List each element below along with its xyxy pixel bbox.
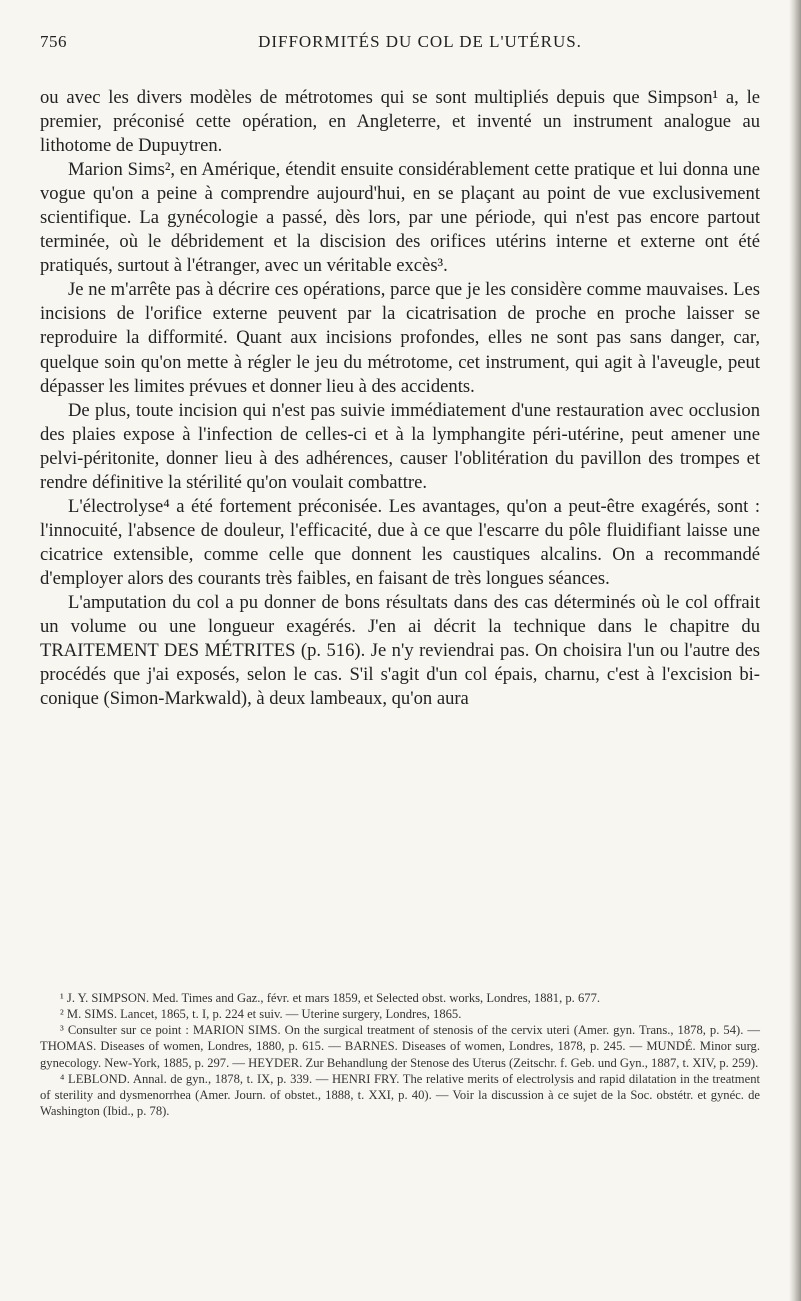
page-number: 756: [40, 32, 67, 51]
running-title: DIFFORMITÉS DU COL DE L'UTÉRUS.: [258, 32, 582, 51]
paragraph-4: De plus, toute incision qui n'est pas suivie immédiatement d'une restauration avec occlusion des plaies expose à l'infection de celles-ci et à la lymphangite péri-utérine, peut amener une pelvi-péritonite, donner lieu à des adhérences, causer l'oblitération du pavillon des trompes et rendre définitive la stérilité qu'on voulait combattre.: [40, 399, 760, 493]
book-page: [40, 0, 760, 1301]
body-text: [40, 86, 760, 711]
page-header: [40, 28, 760, 56]
footnote-2: ² M. SIMS. Lancet, 1865, t. I, p. 224 et suiv. — Uterine surgery, Londres, 1865.: [60, 1007, 462, 1022]
page-edge-shadow: [789, 0, 801, 1301]
paragraph-2: Marion Sims², en Amérique, étendit ensuite considérablement cette pratique et lui donna une vogue qu'on a peine à comprendre aujourd'hui, en se plaçant au point de vue exclusivement scientifique. La gynécologie a passé, dès lors, par une période, qui n'est pas encore partout terminée, où le débridement et la discision des orifices utérins interne et externe ont été pratiqués, surtout à l'étranger, avec un véritable excès³.: [40, 159, 760, 277]
footnote-4: ⁴ LEBLOND. Annal. de gyn., 1878, t. IX, p. 339. — HENRI FRY. The relative merits of electrolysis and rapid dilatation in the treatment of sterility and dysmenorrhea (Amer. Journ. of obstet., 1888, t. XXI, p. 40). — Voir la discussion à ce sujet de la Soc. obstétr. et gynéc. de Washington (Ibid., p. 78).: [40, 1071, 760, 1119]
paragraph-3: Je ne m'arrête pas à décrire ces opérations, parce que je les considère comme mauvaises. Les incisions de l'orifice externe peuvent par la cicatrisation de proche en proche laisser se reproduire la difformité. Quant aux incisions profondes, elles ne sont pas sans danger, car, quelque soin qu'on mette à régler le jeu du métrotome, cet instrument, qui agit à l'aveugle, peut dépasser les limites prévues et donner lieu à des accidents.: [40, 279, 760, 397]
paragraph-1: ou avec les divers modèles de métrotomes qui se sont multipliés depuis que Simpson¹ a, le premier, préconisé cette opération, en Angleterre, et inventé un instrument analogue au lithotome de Dupuytren.: [40, 87, 760, 157]
paragraph-6: L'amputation du col a pu donner de bons résultats dans des cas déterminés où le col offrait un volume ou une longueur exagérés. J'en ai décrit la technique dans le chapitre du TRAITEMENT DES MÉTRITES (p. 516). Je n'y reviendrai pas. On choisira l'un ou l'autre des procédés que j'ai exposés, selon le cas. S'il s'agit d'un col épais, charnu, c'est à l'excision bi-conique (Simon-Markwald), à deux lambeaux, qu'on aura: [40, 591, 760, 710]
footnotes: [40, 990, 760, 1119]
paragraph-5: L'électrolyse⁴ a été fortement préconisée. Les avantages, qu'on a peut-être exagérés, sont : l'innocuité, l'absence de douleur, l'efficacité, due à ce que l'escarre du pôle fluidifiant laisse une cicatrice extensible, comme celle que donnent les caustiques alcalins. On a recommandé d'employer alors des courants très faibles, en faisant de très longues séances.: [40, 495, 760, 589]
footnote-3: ³ Consulter sur ce point : MARION SIMS. On the surgical treatment of stenosis of the cervix uteri (Amer. gyn. Trans., 1878, p. 54). — THOMAS. Diseases of women, Londres, 1880, p. 615. — BARNES. Diseases of women, Londres, 1878, p. 245. — MUNDÉ. Minor surg. gynecology. New-York, 1885, p. 297. — HEYDER. Zur Behandlung der Stenose des Uterus (Zeitschr. f. Geb. und Gyn., 1887, t. XIV, p. 259).: [40, 1023, 760, 1070]
footnote-1: ¹ J. Y. SIMPSON. Med. Times and Gaz., févr. et mars 1859, et Selected obst. works, Londres, 1881, p. 677.: [60, 991, 601, 1005]
